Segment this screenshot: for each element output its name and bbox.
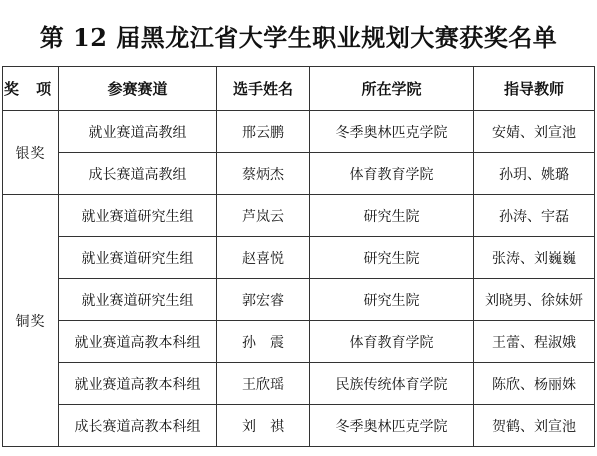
- table-row: [3, 111, 595, 153]
- advisor-cell: 王蕾、程淑娥: [474, 321, 595, 363]
- name-cell: 刘 祺: [217, 405, 310, 447]
- document-title: 第 12 届黑龙江省大学生职业规划大赛获奖名单: [39, 23, 558, 52]
- advisor-cell: 刘晓男、徐妹妍: [474, 279, 595, 321]
- name-cell: 郭宏睿: [217, 279, 310, 321]
- college-cell: 研究生院: [310, 279, 474, 321]
- track-cell: 就业赛道高教组: [59, 111, 217, 153]
- name-cell: 孙 震: [217, 321, 310, 363]
- advisor-cell: 安婧、刘宣池: [474, 111, 595, 153]
- table-row: [3, 279, 595, 321]
- college-cell: 体育教育学院: [310, 153, 474, 195]
- track-cell: 就业赛道研究生组: [59, 237, 217, 279]
- track-cell: 成长赛道高教本科组: [59, 405, 217, 447]
- header-name: 选手姓名: [217, 67, 310, 111]
- name-cell: 王欣瑶: [217, 363, 310, 405]
- name-cell: 邢云鹏: [217, 111, 310, 153]
- header-row: [3, 67, 595, 111]
- college-cell: 研究生院: [310, 237, 474, 279]
- track-cell: 就业赛道高教本科组: [59, 321, 217, 363]
- name-cell: 芦岚云: [217, 195, 310, 237]
- table-row: [3, 237, 595, 279]
- name-cell: 蔡炳杰: [217, 153, 310, 195]
- advisor-cell: 孙涛、宇磊: [474, 195, 595, 237]
- award-cell-silver: 银奖: [3, 111, 59, 195]
- track-cell: 就业赛道研究生组: [59, 195, 217, 237]
- advisor-cell: 孙玥、姚璐: [474, 153, 595, 195]
- track-cell: 就业赛道研究生组: [59, 279, 217, 321]
- track-cell: 成长赛道高教组: [59, 153, 217, 195]
- header-award: 奖 项: [3, 67, 59, 111]
- college-cell: 民族传统体育学院: [310, 363, 474, 405]
- header-track: 参赛赛道: [59, 67, 217, 111]
- advisor-cell: 贺鹤、刘宣池: [474, 405, 595, 447]
- table-row: [3, 321, 595, 363]
- awards-table: [2, 66, 595, 447]
- college-cell: 冬季奥林匹克学院: [310, 405, 474, 447]
- header-advisor: 指导教师: [474, 67, 595, 111]
- table-row: [3, 363, 595, 405]
- name-cell: 赵喜悦: [217, 237, 310, 279]
- college-cell: 体育教育学院: [310, 321, 474, 363]
- table-row: [3, 405, 595, 447]
- table-row: [3, 195, 595, 237]
- college-cell: 冬季奥林匹克学院: [310, 111, 474, 153]
- advisor-cell: 陈欣、杨丽姝: [474, 363, 595, 405]
- award-cell-bronze: 铜奖: [3, 195, 59, 447]
- college-cell: 研究生院: [310, 195, 474, 237]
- table-row: [3, 153, 595, 195]
- track-cell: 就业赛道高教本科组: [59, 363, 217, 405]
- advisor-cell: 张涛、刘巍巍: [474, 237, 595, 279]
- header-college: 所在学院: [310, 67, 474, 111]
